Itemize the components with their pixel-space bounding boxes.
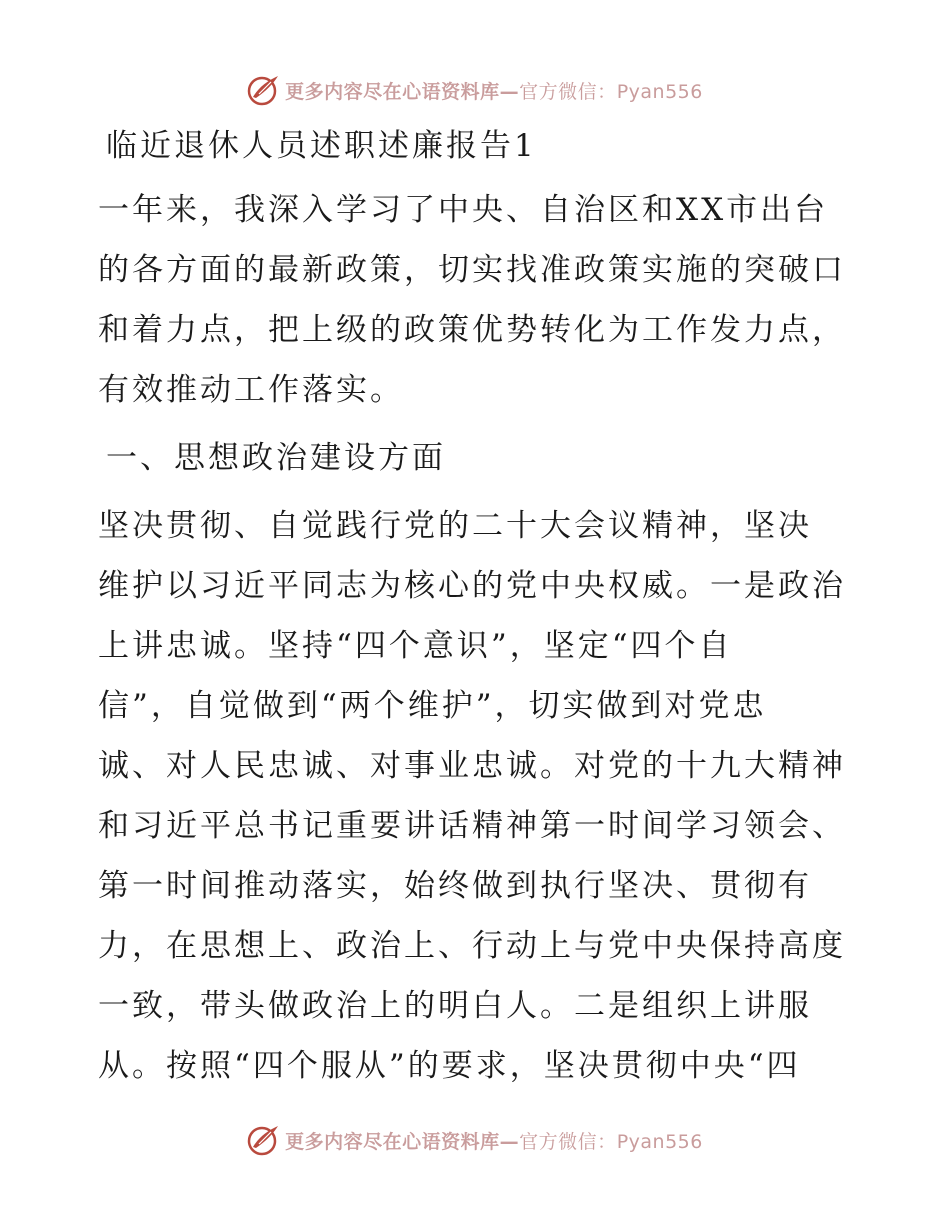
banner-text [285, 1127, 703, 1154]
footer-banner [0, 1120, 950, 1160]
quill-logo-icon [247, 73, 281, 107]
banner-wechat-label: 官方微信： [519, 1130, 617, 1153]
header-banner [0, 70, 950, 110]
banner-main-text: 更多内容尽在心语资料库 [285, 1130, 500, 1153]
page-title: 临近退休人员述职述廉报告1 [106, 128, 537, 164]
body-line: 第一时间推动落实，始终做到执行坚决、贯彻有 [98, 868, 812, 904]
body-line: 和习近平总书记重要讲话精神第一时间学习领会、 [98, 808, 846, 844]
body-line: 一致，带头做政治上的明白人。二是组织上讲服 [98, 988, 812, 1024]
body-line: 力，在思想上、政治上、行动上与党中央保持高度 [98, 928, 846, 964]
banner-text [285, 77, 703, 104]
banner-dash: — [499, 1130, 520, 1153]
body-line: 坚决贯彻、自觉践行党的二十大会议精神，坚决 [98, 508, 812, 544]
body-line: 诚、对人民忠诚、对事业忠诚。对党的十九大精神 [98, 748, 846, 784]
banner-main-text: 更多内容尽在心语资料库 [285, 80, 500, 103]
banner-wechat-id: Pyan556 [616, 80, 703, 103]
document-body [98, 120, 858, 1104]
body-line: 上讲忠诚。坚持“四个意识”，坚定“四个自 [98, 628, 733, 664]
banner-dash: — [499, 80, 520, 103]
intro-paragraph [98, 180, 858, 420]
intro-line: 和着力点，把上级的政策优势转化为工作发力点， [98, 312, 846, 348]
body-line: 从。按照“四个服从”的要求，坚决贯彻中央“四 [98, 1048, 801, 1084]
body-line: 维护以习近平同志为核心的党中央权威。一是政治 [98, 568, 846, 604]
banner-wechat-id: Pyan556 [616, 1130, 703, 1153]
body-line: 信”，自觉做到“两个维护”，切实做到对党忠 [98, 688, 767, 724]
intro-line: 有效推动工作落实。 [98, 372, 404, 408]
banner-wechat-label: 官方微信： [519, 80, 617, 103]
intro-line: 一年来，我深入学习了中央、自治区和XX市出台 [98, 192, 829, 228]
body-paragraph [98, 496, 858, 1096]
intro-line: 的各方面的最新政策，切实找准政策实施的突破口 [98, 252, 846, 288]
section-heading: 一、思想政治建设方面 [106, 440, 446, 476]
quill-logo-icon [247, 1123, 281, 1157]
